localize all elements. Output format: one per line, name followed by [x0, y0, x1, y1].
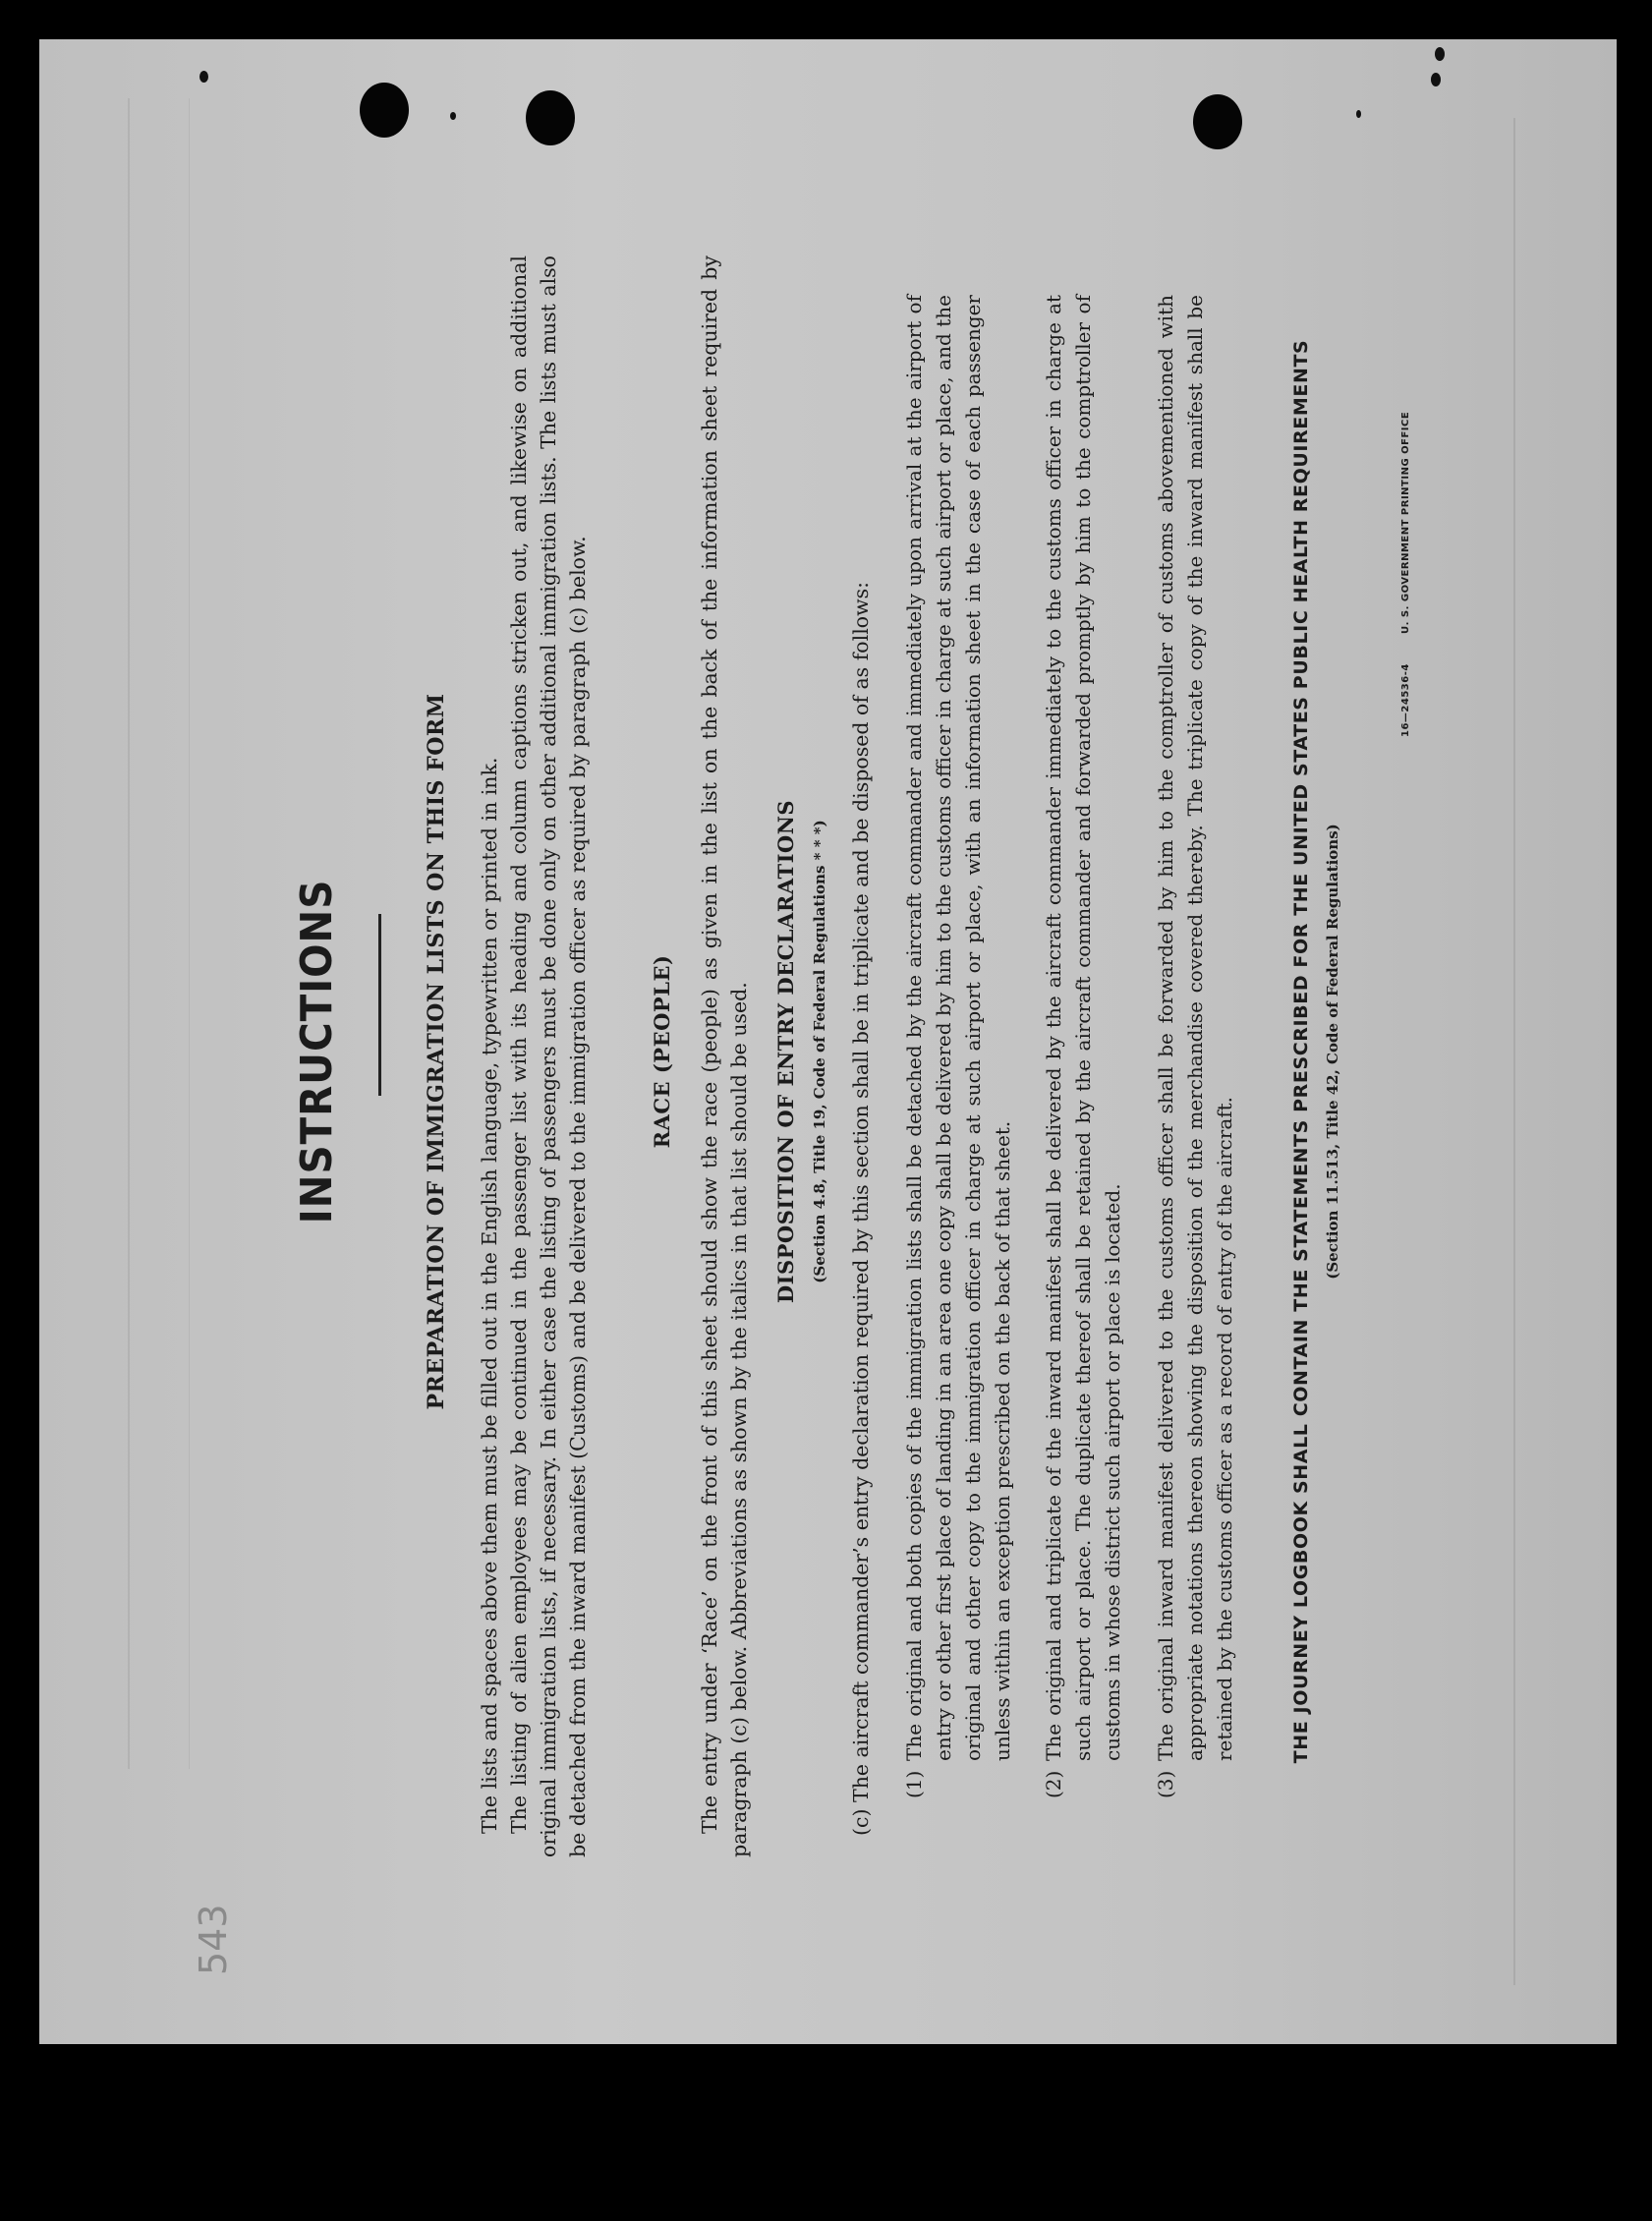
disposition-item-3: [1151, 295, 1249, 1798]
rotated-instructions: [192, 118, 1617, 1985]
clause-label: (c): [849, 1808, 873, 1836]
item-number: (2): [1042, 1770, 1065, 1798]
preparation-heading: PREPARATION OF IMMIGRATION LISTS ON THIS FORM: [424, 693, 449, 1410]
preparation-paragraph-2: The listing of alien employees may be continued in the passenger list with its heading and column captions stricken out, and likewise on additional original immigration lists, if necessary. In either case the listing of passengers must be done only on other additional immigration lists. The lists must also be detached from the inward manifest (Customs) and be delivered to the immigration officer as required by paragraph (c) below.: [507, 256, 590, 1857]
journey-citation: (Section 11.513, Title 42, Code of Federal Regulations): [1324, 824, 1341, 1280]
printer-imprint: U. S. GOVERNMENT PRINTING OFFICE: [1400, 411, 1411, 634]
disposition-citation: (Section 4.8, Title 19, Code of Federal Regulations * * *): [811, 820, 828, 1283]
preparation-text: [475, 256, 593, 1857]
disposition-intro: [846, 254, 876, 1836]
item-number: (3): [1154, 1770, 1177, 1798]
item-text: The original inward manifest delivered to the customs officer shall be forwarded by him to the comptroller of customs abovementioned with appropriate notations thereon showing the disposition of the merchandise covered thereby. The triplicate copy of the inward manifest shall be retained by the customs officer as a record of entry of the aircraft.: [1154, 295, 1236, 1761]
disposition-heading: DISPOSITION OF ENTRY DECLARATIONS: [773, 799, 798, 1304]
form-code: 16—24536-4: [1400, 663, 1411, 737]
speck: [1356, 110, 1361, 118]
race-heading: RACE (PEOPLE): [650, 954, 674, 1149]
preparation-paragraph-1: The lists and spaces above them must be filled out in the English language, typewritten or printed in ink.: [478, 757, 501, 1834]
item-number: (1): [902, 1770, 926, 1798]
race-paragraph: The entry under ‘Race’ on the front of this sheet should show the race (people) as given in the list on the back of the information sheet required by paragraph (c) below. Abbreviations as shown by the italics in that list should be used.: [698, 256, 751, 1857]
speck: [1435, 47, 1445, 61]
page-number: 543: [192, 1904, 235, 1975]
clause-text: The aircraft commander’s entry declaration required by this section shall be in triplicate and be disposed of as follows:: [849, 581, 873, 1802]
bleed-through: [128, 98, 190, 1769]
race-text: [695, 256, 754, 1857]
title-underline: [378, 914, 381, 1096]
speck: [199, 71, 208, 83]
document-page: [39, 39, 1617, 2044]
speck: [1431, 73, 1441, 86]
journey-statement: THE JOURNEY LOGBOOK SHALL CONTAIN THE STATEMENTS PRESCRIBED FOR THE UNITED STATES PUBLIC HEALTH REQUIREMENTS: [1290, 339, 1312, 1764]
item-text: The original and triplicate of the inward manifest shall be delivered by the aircraft commander immediately to the customs officer in charge at such airport or place. The duplicate thereof shall be retained by the aircraft commander and forwarded promptly by him to the comptroller of customs in whose district such airport or place is located.: [1042, 295, 1124, 1761]
page-title: INSTRUCTIONS: [292, 879, 342, 1224]
disposition-item-1: [899, 295, 1027, 1798]
item-text: The original and both copies of the immigration lists shall be detached by the aircraft commander and immediately upon arrival at the airport of entry or other first place of landing in an area one copy shall be delivered by him to the customs officer in charge at such airport or place, and the original and other copy to the immigration officer in charge at such airport or place, with an information sheet in the case of each passenger unless within an exception prescribed on the back of that sheet.: [902, 295, 1014, 1761]
disposition-item-2: [1039, 295, 1137, 1798]
